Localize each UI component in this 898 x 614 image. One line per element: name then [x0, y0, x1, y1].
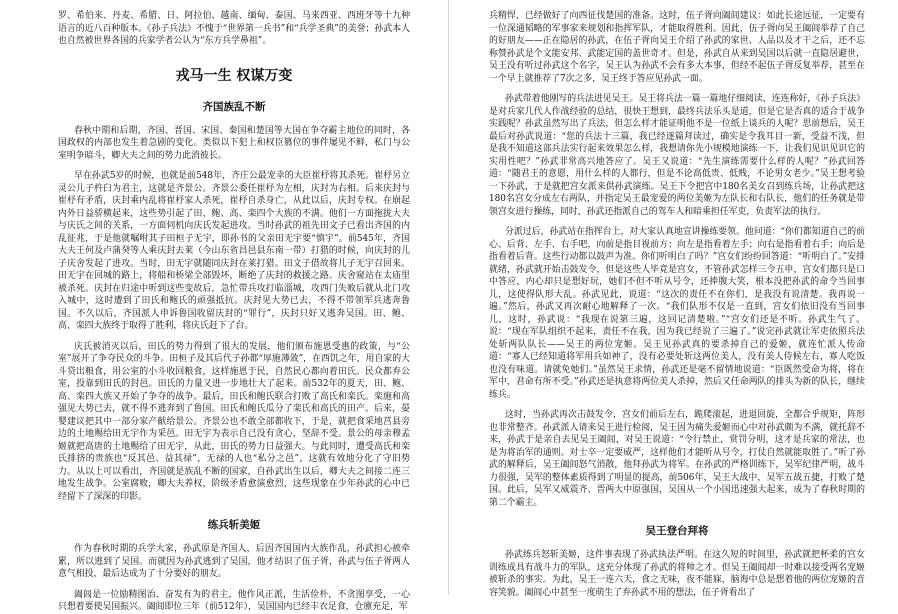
body-paragraph: 孙武带着他刚写的兵法进见吴王。吴王将兵法一篇一篇地仔细阅读，连连称好，《孙子兵法》是对兵家几代人作战经验的总结，很快王想到，最终兵法乐头是道，但是它是否真的适合于战争实践呢？孙武虽然写出了兵法，但怎么样才能证明他不是一位纸上谈兵的人呢？思前想后，吴王最后对孙武说道：“您的兵法十三篇，我已经逐篇拜读过，确实是令我耳目一新，受益不浅，但是我不知道这部兵法实行起来效果怎么样，我想请你先小规模地演练一下，让我们见识见识它的实用性吧？”孙武非常高兴地答应了。吴王又说道：“先生演练需要什么样的人呢？”孙武回答道：“随君王的意愿，用什么样的人都行，但是不论高低贵、低贱，不论男女老少。”吴王想考验一下孙武，于是就把宫女派来供孙武演练。吴王下令把宫中180名美女召到练兵场，让孙武把这180名宫女分成左右两队，并指定吴王最宠爱的两位美姬为左队长和右队长，他们的任务就是带领宫女进行操练，同时，孙武还指派自己的驾车人和暗乘担任军吏，负责军法的执行。 [489, 94, 865, 217]
body-paragraph: 这时，当孙武再次击鼓发令，宫女们前后左右，跪爬滚起，进退回旋，全都合乎规矩，阵形也非常整齐。孙武派人请来吴王进行检阅，吴王因为痛失爱姬而心中对孙武颇为不满，就托辞不来，孙武于是亲自去见吴王阖闾，对吴王说道：“令行禁止，赏罚分明，这才是兵家的常法，也是为将治军的通则。对士卒一定要威严，这样他们才能听从号令，打仗自然就能取胜了。”听了孙武的解释后，吴王阖闾怒气消散，他拜孙武为将军。在孙武的严格训练下，吴军纪律严明，战斗力很强，吴军的整体素质得到了明显的提高，前506年，吴王大战中，吴军五战五捷，打败了楚国。此后，吴军又威震齐、晋两大中原强国，吴国从一个小国迅速强大起来，成为了春秋时期的第二个霸主。 [489, 410, 865, 508]
right-page [449, 0, 898, 598]
left-page [0, 0, 449, 612]
body-paragraph: 庆氏被消灭以后，田氏的势力得到了很大的发展，他们颁布施恩受惠的政策，与“公室”展开了争夺民众的斗争。田桓子及其后代子孙都“厚施薄敛”，在西饥之年，用自家的大斗贷出粮食，用公室的小斗收回粮食，这样施恩于民，自然民心都向着田氏。民众都弃公室，投靠到田氏的封邑。田氏的力量又进一步地壮大了起来。前532年的夏天，田、鲍、高、栾四大族又开始了争夺的战争。最后，田氏和鲍氏联合打败了高氏和栾氏。栾施和高强见大势已去，就不得不逃奔到了鲁国。田氏和鲍氏瓜分了栾氏和高氏的田产。后来，晏婴建议把其中一部分家产献给景公。齐景公也不敢全部都收下，于是，就把食采地莒县旁边的土地赐给田无宇作为采邑。田无宇为表示自己没有贪心，坚辞不受。景公的母亲穆孟姬就把高唐的土地赐给了田无宇，从此，田氏的势力日益强大。与此同时，遭受高氏和栾氏排挤的贵族也“反其邑、益其禄”，无禄的人也“私分之邑”，这就有效地分化了守旧势力。从以上可以看出，齐国就是族乱不断的国家，自孙武出生以后，卿大夫之间接二连三地发生战争。公室腐败，卿大夫养权，阶级矛盾愈演愈烈，这些现象在少年孙武的心中已经留下了深深的印影。 [58, 341, 410, 502]
left-page-text-column [58, 10, 410, 614]
section-title-wu-king: 吴王登台拜将 [645, 525, 709, 537]
body-paragraph: 兵精悍，已经做好了向西征伐楚国的准备。这时，伍子胥向阖闾建议：如此长途远征，一定要有一位深通韬略的军事家来规划和指挥军队，才能取得胜利。因此，伍子胥向吴王阖闾举荐了自己的好朋友——正在隐居的孙武，在伍子胥向吴王介绍了孙武的家世、人品以及才干之后，还不忘称赞孙武是个文能安邦、武能定国的盖世奇才。但是，孙武自从来到吴国以后就一直隐居避世，吴王没有听过孙武这个名字，吴王认为孙武不会有多大本事，但经不起伍子胥反复举荐，甚至在一个早上就推荐了7次之多，吴王终于答应见孙武一面。 [489, 11, 865, 84]
body-paragraph: 早在孙武5岁的时候，也就是前548年，齐庄公最宠幸的大臣崔杼将其杀死。崔杼另立灵公儿子杵臼为君主，这就是齐景公。齐景公委任崔杼为左相，庆封为右相。后来庆封与崔杼有矛盾，庆封乘内乱将崔杼家人杀死，崔杼自杀身亡，从此以后，庆封专权。在崩起内外日益骄横起来，这些势引起了田、鲍、高、栾四个大族的不满。他们一方面拖拢大夫与庆氏之间的关系，一方面伺机向庆氏发起进攻。当时孙武的祖先田文子已看出齐国的内乱征兆，于是他就嘱咐其子田桓子无宇，即孙书的父亲田无宇要“慎宇”。前545年，齐国大夫王何及卢蒲癸等人乘庆封去莱（今山东省昌邑县东南一带）打猎的时候，向庆封的儿子庆舍发起了进攻。当时，田无宇就随同庆封在莱打猎。田文子借故将儿子无宇召回来。田无宇在回城的路上，将船和桥梁全部毁坏，断绝了庆封的救援之路。庆舍窥站在太庙里被杀死。庆封在归途中听到这些变故后，急忙带兵攻打临淄城，攻西门失败后就从北门攻入城中，这时遭到了田氏和鲍氏的顽强抵抗。庆封见大势已去，不得不带领军兵逃奔鲁国。不久以后，齐国派人申诉鲁国收留庆封的“罪行”，庆封只好又逃奔吴国。田、鲍、高、栾四大族终于取得了胜利，将庆氏赶下了台。 [58, 171, 410, 331]
body-paragraph: 阖闾是一位励精图治、奋发有为的君主，他作风正派，生活俭朴，不贪图享受，一心只想着要使吴国振兴。阖闾即位三年（前512年），吴国国内已经丰衣足食，仓廪充足，军 [58, 589, 410, 612]
body-paragraph: 春秋中期和后期，齐国、晋国、宋国、秦国和楚国等大国在争夺霸主地位的同时，各国政权的内部也发生着急剧的变化。类似以下犯上和权臣篡位的事件屡见不鲜，私门与公室明争暗斗，卿大夫之间的势力此消彼长。 [58, 125, 410, 161]
section-title-qi-chaos: 齐国族乱不断 [202, 100, 266, 113]
body-paragraph: 作为春秋时期的兵学大家，孙武原是齐国人，后因齐国国内大族作乱，孙武担心被牵累，所以逃到了吴国。而就因为孙武逃到了吴国，他才结识了伍子胥，孙武与伍子胥两人意气相投，最后达成为了十分要好的朋友。 [58, 544, 410, 579]
right-page-text-column [489, 10, 865, 599]
body-paragraph: 分派过后，孙武站在指挥台上，对大家认真地宣讲操练要领。他问道：“你们都知道自己的前心、后背、左手、右手吧，向前是指目视前方；向左是指看着左手；向右是指看着右手；向后是指看着后背。这些行动都以鼓声为准。你们听明白了吗？”宫女们纷纷回答道：“听明白了。”安排就绪，孙武就开始击鼓发令，但是这些人毕竟是宫女，不管孙武怎样三令五申，宫女们都只是口中答应，内心却只是想好玩，她们不但不听从号令，还捧腹大笑，根本没把孙武的命令当回事儿，这使得队形大乱。孙武见此，说道：“这次的责任不在你们，是我没有说清楚。我再说一遍。”然后，孙武又再次耐心地解释了一次。“我们队形不仅是一直到，宫女们依旧没有当回事儿，这时，孙武说：“我现在说第三遍，这回记清楚啦。”“宫女们还是不听。孙武生气了。说：“现在军队组织不起来，责任不在我，因为我已经说了三遍了。”说完孙武就让军吏依照兵法处斩两队队长——吴王的两位宠姬。吴王见孙武真的要杀掉自己的爱姬，就连忙派人传命道：“寡人已经知道将军用兵如神了，没有必要处斩这两位美人，没有美人侍候左右，寡人吃饭也没有味道。请就免她们。”虽然吴王求情，孙武还是毫不留情地说道：“臣既然受命为将，将在军中，君命有所不受。”孙武还是执意将两位美人杀掉，然后又任命两队的排头为新的队长，继续练兵。 [489, 227, 865, 400]
intro-paragraph: 罗、希伯来、丹麦、希腊、日、阿拉伯、越南、缅甸、泰国、马来西亚、西班牙等十九种语言的近八百种版本。《孙子兵法》不愧于“世界第一兵书”和“兵学圣典”的美誉；孙武本人也自然被世界各国的兵家学者公认为“东方兵学鼻祖”。 [58, 11, 410, 46]
chapter-title: 戎马一生 权谋万变 [175, 67, 293, 84]
section-title-train-troops: 练兵斩美姬 [207, 519, 261, 531]
body-paragraph: 孙武练兵怒斩美姬，这件事表现了孙武执法严明。在这久短的时间里，孙武就把杯柔的宫女训练成具有战斗力的军队，这充分体现了孙武的将帅之才。但吴王阖闾却一时难以接受两名宠姬被斩杀的事实。为此，吴王一连六天，食之无味，夜不能寐，脑海中总是想着他的两位宠姬的音容笑貌。阖闾心中甚至一度萌生了弃孙武不用的想法，伍子胥看出了 [489, 550, 865, 598]
